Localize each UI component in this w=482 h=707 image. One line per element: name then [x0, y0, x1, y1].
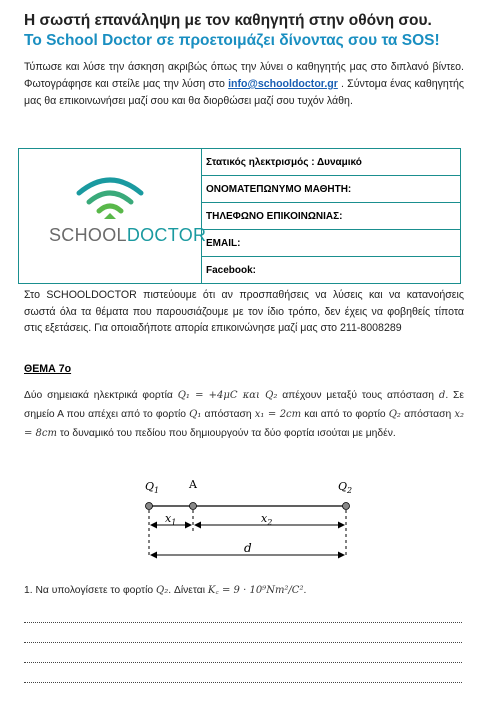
math-charges: Q₁ = +4μC και Q₂	[177, 390, 278, 401]
field-student-name[interactable]: ΟΝΟΜΑΤΕΠΩΝΥΜΟ ΜΑΘΗΤΗ:	[202, 176, 461, 203]
math-d: d	[438, 390, 446, 401]
question-text-1: 1. Να υπολογίσετε το φορτίο	[24, 585, 157, 596]
student-info-table	[18, 148, 461, 284]
problem-text-3: . Σε σημείο Α που απέχει από το φορτίο	[24, 390, 464, 420]
math-q2: Q₂	[388, 409, 401, 420]
field-facebook[interactable]: Facebook:	[202, 257, 461, 284]
point-a	[190, 503, 197, 510]
problem-text-7: το δυναμικό του πεδίου που δημιουργούν τα δύο φορτία ισούται με μηδέν.	[57, 428, 396, 439]
logo-school: SCHOOL	[49, 225, 127, 245]
problem-text-6: απόσταση	[400, 409, 455, 420]
wifi-signal-icon	[19, 149, 202, 225]
question-text-3: .	[303, 585, 307, 596]
field-email[interactable]: EMAIL:	[202, 230, 461, 257]
logo-doctor: DOCTOR	[126, 225, 207, 245]
intro-paragraph	[24, 59, 464, 110]
math-x1: x₁ = 2cm	[254, 409, 302, 420]
math-kc: K꜀ = 9 · 10⁹Nm²/C²	[207, 585, 304, 596]
point-a-label: A	[189, 478, 197, 491]
field-phone[interactable]: ΤΗΛΕΦΩΝΟ ΕΠΙΚΟΙΝΩΝΙΑΣ:	[202, 203, 461, 230]
logo-wordmark	[49, 225, 206, 246]
problem-text-5: και από το φορτίο	[301, 409, 389, 420]
q1-label: $Q_1$	[145, 480, 160, 495]
answer-line-3[interactable]	[24, 662, 462, 663]
answer-line-2[interactable]	[24, 642, 462, 643]
charge-q2	[343, 503, 350, 510]
answer-line-1[interactable]	[24, 622, 462, 623]
question-1	[24, 582, 306, 596]
math-q1: Q₁	[189, 409, 202, 420]
problem-text-4: απόσταση	[201, 409, 255, 420]
problem-text-1: Δύο σημειακά ηλεκτρικά φορτία	[24, 390, 178, 401]
answer-line-4[interactable]	[24, 682, 462, 683]
math-x2: x₂ = 8cm	[24, 409, 464, 439]
header-line-2: Το School Doctor σε προετοιμάζει δίνοντας σου τα SOS!	[24, 32, 440, 49]
d-label: d	[244, 541, 252, 555]
x2-label: $x_2$	[261, 512, 273, 527]
intro-text-end: . Σύντομα ένας καθηγητής μας θα επικοινωνήσει μαζί σου και θα διορθώσει μαζί σου τυχόν λάθη.	[24, 78, 464, 107]
theme-heading: ΘΕΜΑ 7ο	[24, 363, 72, 375]
field-subject: Στατικός ηλεκτρισμός : Δυναμικό	[202, 149, 461, 176]
question-text-2: . Δίνεται	[168, 585, 208, 596]
header-line-1: Η σωστή επανάληψη με τον καθηγητή στην οθόνη σου.	[24, 12, 432, 29]
problem-statement	[24, 386, 464, 443]
q2-label: $Q_2$	[338, 480, 353, 495]
problem-text-2: απέχουν μεταξύ τους απόσταση	[277, 390, 439, 401]
charges-diagram	[135, 474, 365, 566]
x1-label: $x_1$	[165, 512, 177, 527]
math-q2-ref: Q₂	[156, 585, 169, 596]
info-paragraph: Στο SCHOOLDOCTOR πιστεύουμε ότι αν προσπαθήσεις να λύσεις και να κατανοήσεις σωστά όλα τα θέματα που παρουσιάζουμε με τον ίδιο τρόπο, δεν έχεις να φοβηθείς τίποτα στις εξετάσεις. Για οποιαδήποτε απορία επικοινώνησε μαζί μας στο 211-8008289	[24, 289, 464, 334]
intro-text-start: Τύπωσε και λύσε την άσκηση ακριβώς όπως την λύνει ο καθηγητής μας στο διπλανό βίντεο. Φωτογράφησε και στείλε μας την λύση στο	[24, 61, 464, 90]
charge-q1	[146, 503, 153, 510]
email-link[interactable]: info@schooldoctor.gr	[228, 78, 338, 90]
schooldoctor-logo	[19, 149, 207, 284]
logo-cell	[19, 149, 207, 284]
